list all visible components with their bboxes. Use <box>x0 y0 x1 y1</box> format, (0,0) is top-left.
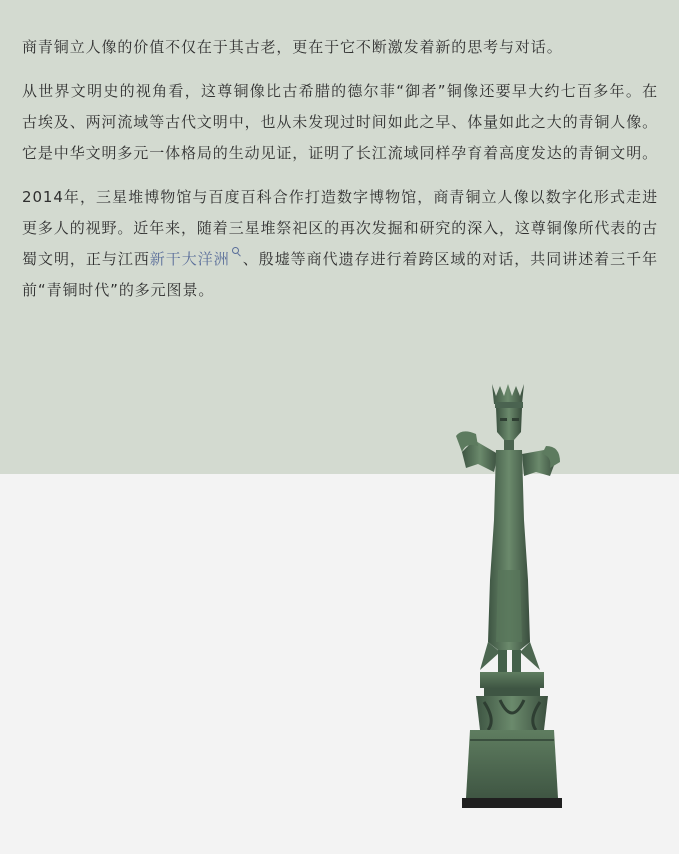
paragraph-3 <box>22 182 658 306</box>
xingan-dayangzhou-link[interactable]: 新干大洋洲 <box>149 250 230 268</box>
article-body <box>22 32 658 319</box>
bronze-standing-figure-image <box>440 380 580 810</box>
paragraph-3-part-a: 2014年，三星堆博物馆与百度百科合作打造数字博物馆，商青铜立人像以数字化形式走进更多人的视野。近年来，随着三星堆祭祀区的再次发掘和研究的深入，这尊铜像所代表的古蜀文明，正与江西 <box>22 188 659 268</box>
paragraph-1: 商青铜立人像的价值不仅在于其古老，更在于它不断激发着新的思考与对话。 <box>22 38 563 56</box>
paragraph-2: 从世界文明史的视角看，这尊铜像比古希腊的德尔菲“御者”铜像还要早大约七百多年。在古埃及、两河流域等古代文明中，也从未发现过时间如此之早、体量如此之大的青铜人像。它是中华文明多元一体格局的生动见证，证明了长江流域同样孕育着高度发达的青铜文明。 <box>22 82 659 162</box>
search-icon[interactable] <box>232 247 241 256</box>
paragraph-3-part-b: 、殷墟等商代遗存进行着跨区域的对话，共同讲述着三千年前“青铜时代”的多元图景。 <box>22 250 658 299</box>
